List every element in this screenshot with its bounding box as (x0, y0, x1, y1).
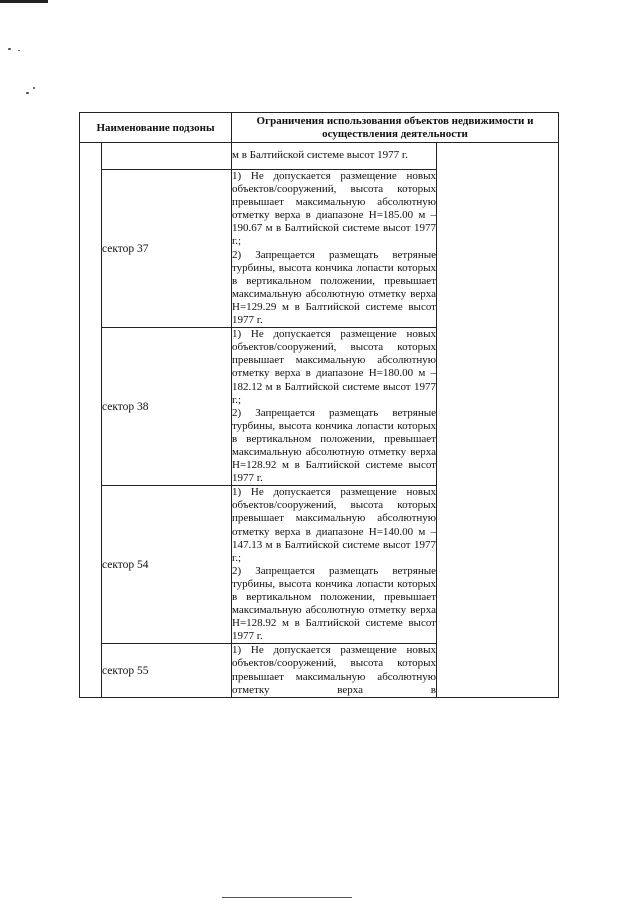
sector-name-cell (102, 143, 232, 170)
restriction-item-1: 1) Не допускается размещение новых объектов/сооружений, высота которых превышает максимальную абсолютную отметку верха в (232, 644, 436, 696)
bottom-scan-line (222, 897, 352, 898)
sector-name-cell: сектор 55 (102, 644, 232, 697)
outer-left-cell (80, 143, 102, 698)
restriction-item-1: 1) Не допускается размещение новых объектов/сооружений, высота которых превышает максимальную абсолютную отметку верха в диапазоне H=185.00 м – 190.67 м в Балтийской системе высот 1977 г.; (232, 170, 436, 248)
header-subzone-name: Наименование подзоны (80, 113, 232, 143)
restriction-item-2: 2) Запрещается размещать ветряные турбины, высота кончика лопасти которых в вертикальном положении, превышает максимальную абсолютную отметку верха H=128.92 м в Балтийской системе высот 1977 г. (232, 564, 436, 643)
continuation-text: м в Балтийской системе высот 1977 г. (232, 149, 408, 162)
sector-name-cell: сектор 54 (102, 486, 232, 644)
scan-speck (8, 48, 11, 50)
outer-right-cell (437, 143, 559, 698)
header-restrictions: Ограничения использования объектов недвижимости и осуществления деятельности (232, 113, 559, 143)
sector-name-cell: сектор 38 (102, 328, 232, 486)
restriction-cell (232, 170, 437, 328)
scan-speck (26, 92, 29, 94)
scan-speck (33, 87, 35, 89)
restriction-cell (232, 328, 437, 486)
restrictions-table (79, 112, 559, 698)
restriction-item-2: 2) Запрещается размещать ветряные турбины, высота кончика лопасти которых в вертикальном положении, превышает максимальную абсолютную отметку верха H=129.29 м в Балтийской системе высот 1977 г. (232, 248, 436, 327)
table-row (80, 143, 559, 170)
restriction-cell (232, 486, 437, 644)
restriction-cell (232, 644, 437, 697)
sector-name-cell: сектор 37 (102, 170, 232, 328)
restriction-item-1: 1) Не допускается размещение новых объектов/сооружений, высота которых превышает максимальную абсолютную отметку верха в диапазоне H=180.00 м – 182.12 м в Балтийской системе высот 1977 г.; (232, 328, 436, 406)
restriction-item-1: 1) Не допускается размещение новых объектов/сооружений, высота которых превышает максимальную абсолютную отметку верха в диапазоне H=140.00 м – 147.13 м в Балтийской системе высот 1977 г.; (232, 486, 436, 564)
restriction-cell (232, 143, 437, 170)
top-margin-rule (0, 0, 48, 3)
restriction-item-2: 2) Запрещается размещать ветряные турбины, высота кончика лопасти которых в вертикальном положении, превышает максимальную абсолютную отметку верха H=128.92 м в Балтийской системе высот 1977 г. (232, 406, 436, 485)
scan-speck (18, 50, 20, 51)
table-header-row (80, 113, 559, 143)
